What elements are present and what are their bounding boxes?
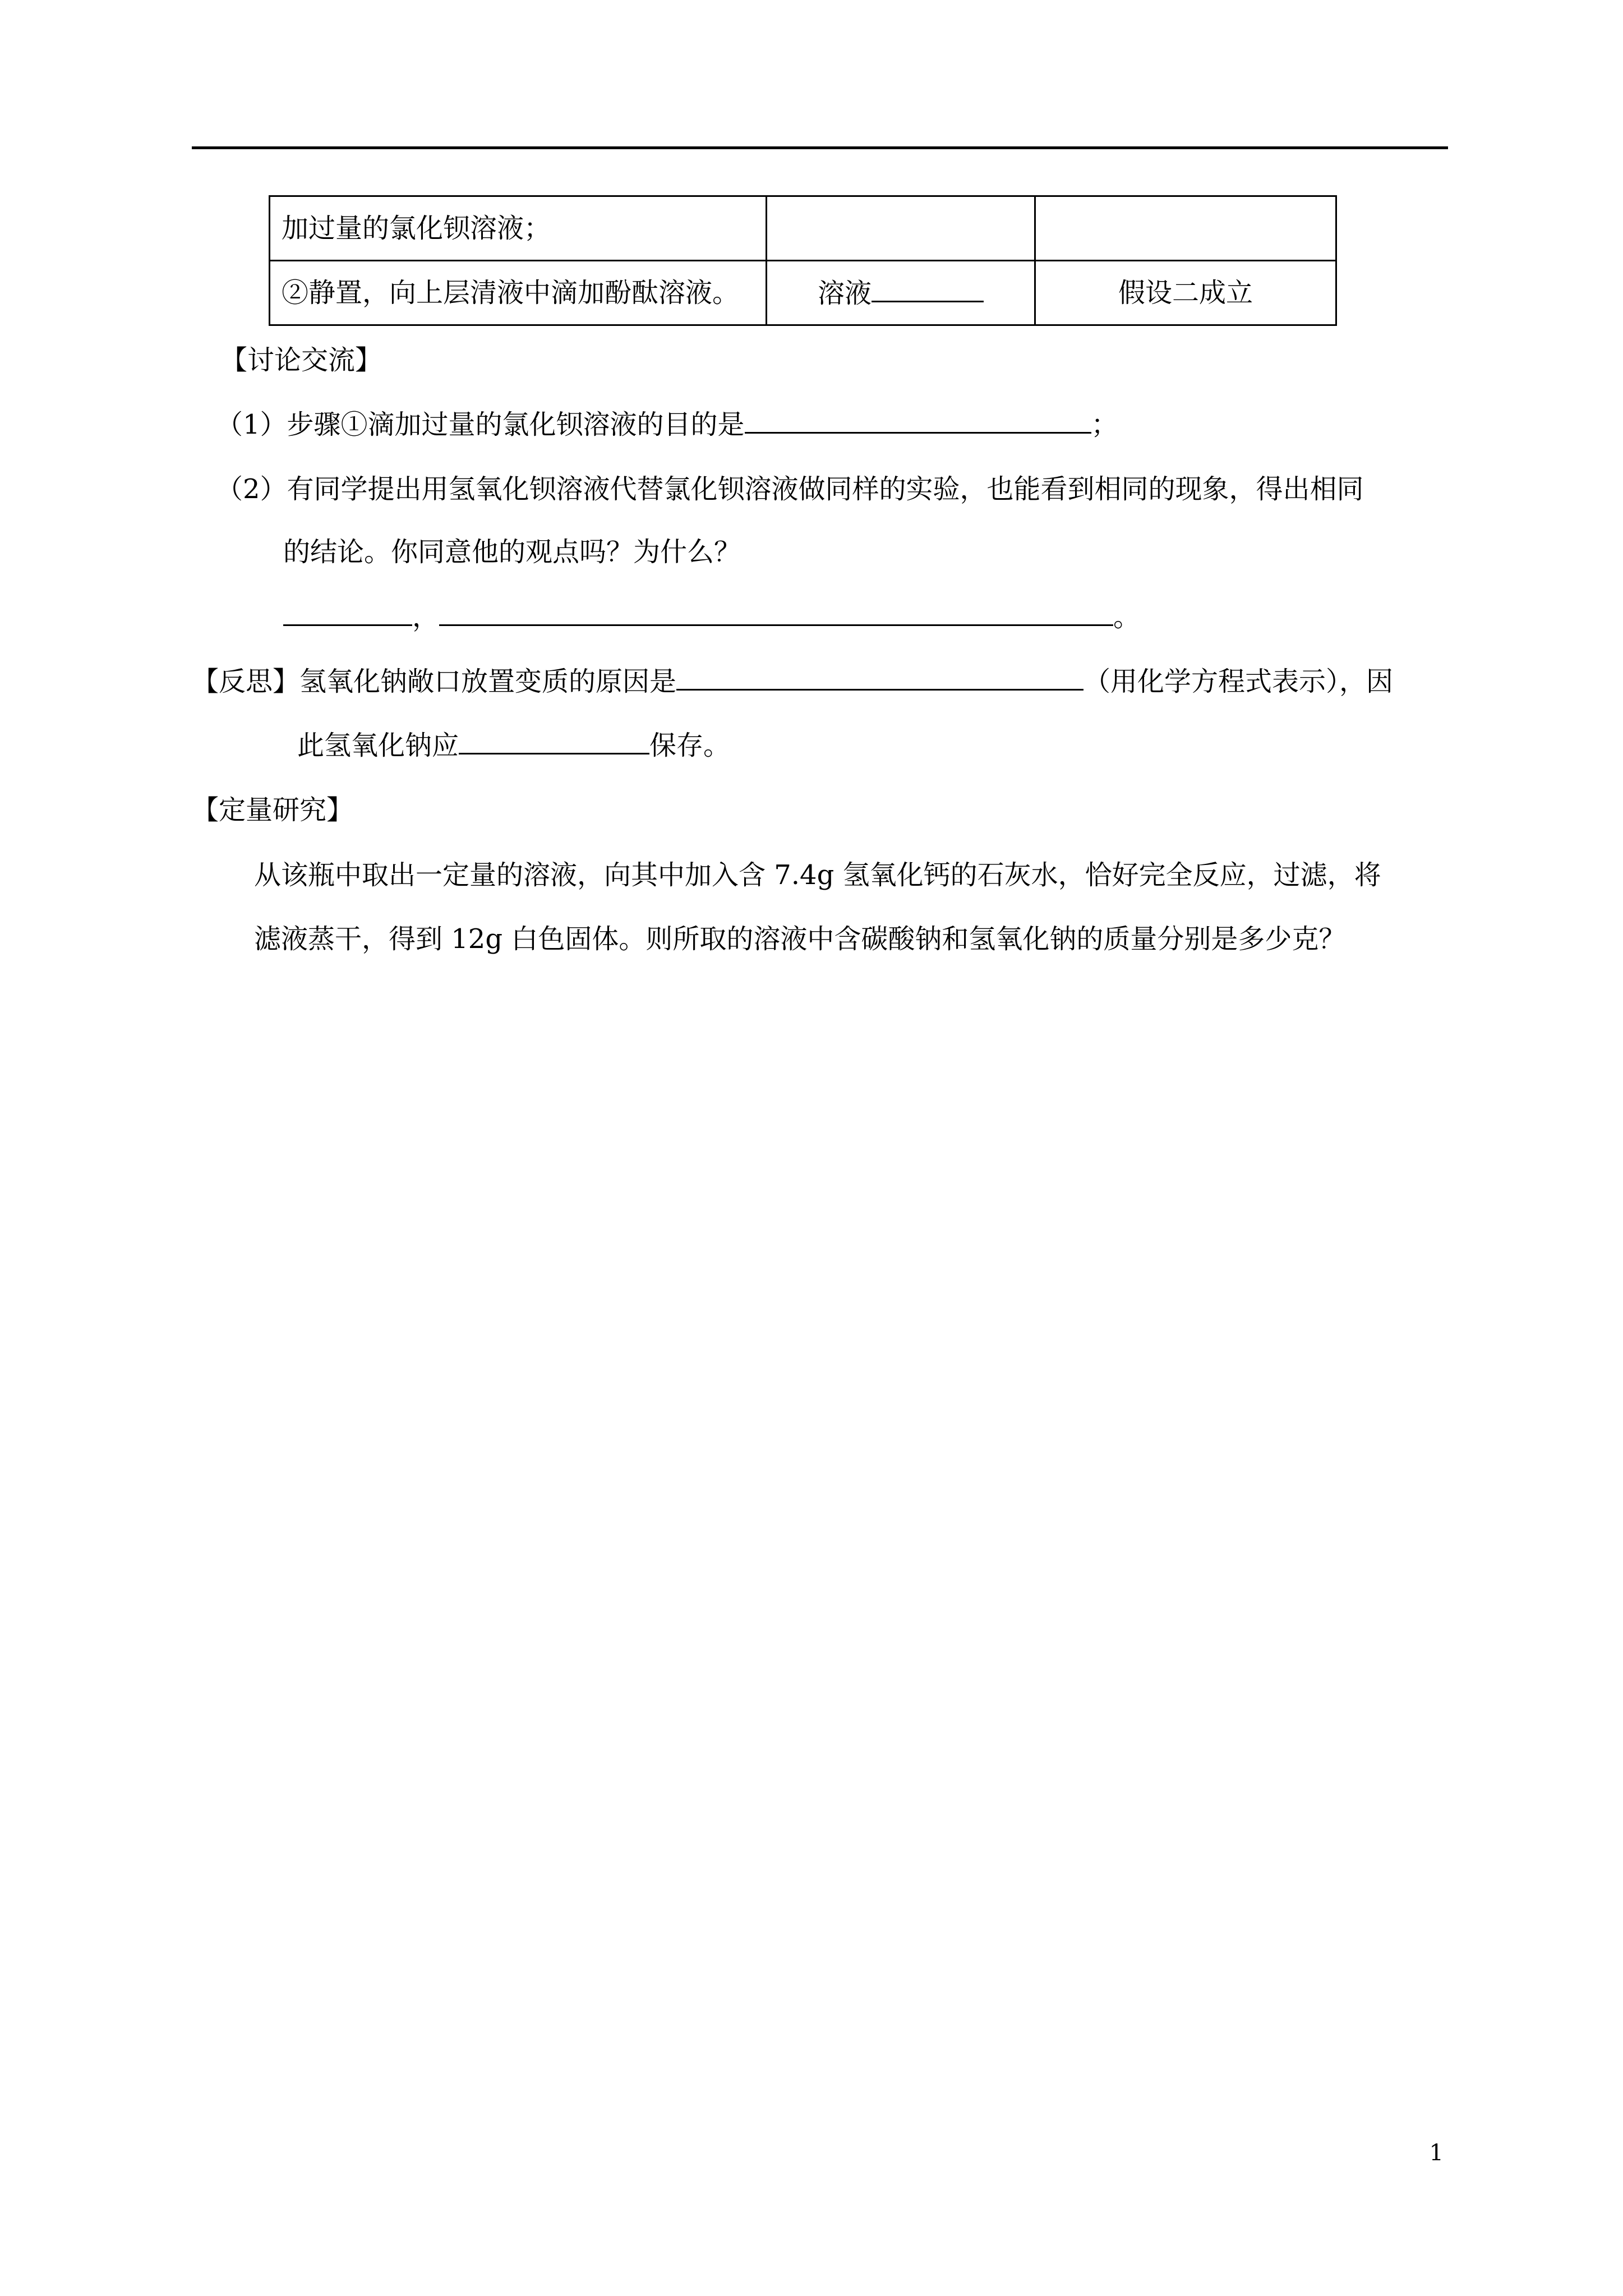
reflection-line-2 — [297, 731, 730, 759]
phenomenon-text: 溶液 — [817, 277, 872, 309]
comma: ， — [412, 601, 440, 633]
question-2: （2）有同学提出用氢氧化钡溶液代替氯化钡溶液做同样的实验，也能看到相同的现象，得出相同 — [216, 473, 1364, 505]
answer-blank[interactable] — [872, 279, 984, 302]
question-1-end: ； — [1091, 409, 1118, 440]
question-1-text: （1）步骤①滴加过量的氯化钡溶液的目的是 — [216, 409, 745, 440]
answer-blank[interactable] — [283, 603, 412, 626]
quantitative-line-2: 滤液蒸干，得到 12g 白色固体。则所取的溶液中含碳酸钠和氢氧化钠的质量分别是多少克？ — [254, 923, 1346, 955]
reflection — [192, 668, 1393, 695]
reflection-line-2-prefix: 此氢氧化钠应 — [297, 730, 459, 761]
table-cell-conclusion: 假设二成立 — [1035, 261, 1336, 325]
table-row — [270, 196, 1336, 261]
table-cell-conclusion — [1035, 196, 1336, 261]
quantitative-line-1: 从该瓶中取出一定量的溶液，向其中加入含 7.4g 氢氧化钙的石灰水，恰好完全反应，过滤，将 — [254, 859, 1381, 891]
question-1 — [216, 411, 1118, 438]
discussion-heading: 【讨论交流】 — [220, 344, 382, 376]
question-2-line-2: 的结论。你同意他的观点吗？为什么？ — [283, 536, 741, 568]
page-number: 1 — [1429, 2140, 1444, 2166]
reflection-text: 【反思】氢氧化钠敞口放置变质的原因是 — [192, 666, 677, 697]
answer-blank[interactable] — [439, 603, 1113, 626]
reflection-suffix: （用化学方程式表示），因 — [1083, 666, 1394, 697]
experiment-table — [269, 195, 1337, 326]
table-cell-step: ②静置，向上层清液中滴加酚酞溶液。 — [270, 261, 767, 325]
question-2-answer — [283, 603, 1140, 631]
period: 。 — [1113, 601, 1141, 633]
table-cell-phenomenon — [767, 196, 1035, 261]
reflection-line-2-suffix: 保存。 — [649, 730, 731, 761]
answer-blank[interactable] — [676, 668, 1083, 691]
table-cell-phenomenon — [767, 261, 1035, 325]
quantitative-heading: 【定量研究】 — [192, 794, 354, 826]
table-row — [270, 261, 1336, 325]
table-cell-step: 加过量的氯化钡溶液； — [270, 196, 767, 261]
header-rule — [192, 146, 1448, 149]
answer-blank[interactable] — [745, 411, 1091, 434]
answer-blank[interactable] — [459, 731, 649, 754]
